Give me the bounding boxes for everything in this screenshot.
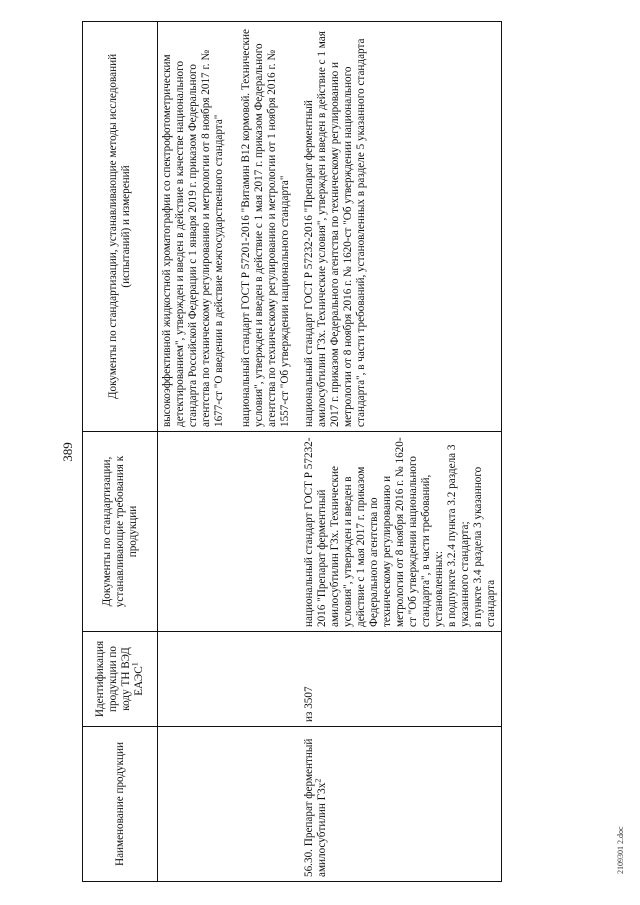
cell-requirements xyxy=(158,432,296,632)
cell-methods: национальный стандарт ГОСТ Р 57232-2016 "Препарат ферментный амилосубтилин Г3х. Технические условия", утвержден и введен в действие с 1 мая 2017 г. приказом Федерального агентства по техническому регулированию и метрологии от 8 ноября 2016 г. № 1620-ст "Об утверждении национального стандарта", в части требований, установленных в разделе 5 указанного стандарта xyxy=(295,21,502,431)
header-product-name: Наименование продукции xyxy=(83,727,158,882)
table-row xyxy=(158,21,296,881)
cell-requirements: национальный стандарт ГОСТ Р 57232-2016 "Препарат ферментный амилосубтилин Г3х. Технические условия", утвержден и введен в действие с 1 мая 2017 г. приказом Федерального агентства по техническому регулированию и метрологии от 8 ноября 2016 г. № 1620-ст "Об утверждении национального стандарта", в части требований, установленных: в подпункте 3.2.4 пункта 3.2 раздела 3 указанного стандарта; в пункте 3.4 раздела 3 указанного стандарта xyxy=(295,432,502,632)
methods-paragraph: национальный стандарт ГОСТ Р 57201-2016 "Витамин B12 кормовой. Технические условия", утвержден и введен в действие с 1 мая 2017 г. приказом Федерального агентства по техническому регулированию и метрологии от 1 ноября 2016 г. № 1557-ст "Об утверждении национального стандарта" xyxy=(240,29,291,427)
page-number: 389 xyxy=(60,442,75,462)
header-code: Идентификация продукции по коду ТН ВЭД ЕАЭС$^1$ xyxy=(83,632,158,727)
cell-name xyxy=(158,727,296,882)
methods-paragraph: высокоэффективной жидкостной хроматографии со спектрофотометрическим детектированием", утвержден и введен в действие в качестве национального стандарта Российской Федерации с 1 января 2019 г. приказом Федерального агентства по техническому регулированию и метрологии от 8 ноября 2017 г. № 1677-ст "О введении в действие межгосударственного стандарта" xyxy=(161,49,225,427)
table-header-row xyxy=(83,21,158,881)
table-row xyxy=(295,21,502,881)
header-methods: Документы по стандартизации, устанавливающие методы исследований (испытаний) и измерений xyxy=(83,21,158,431)
cell-code: из 3507 xyxy=(295,632,502,727)
rotated-page xyxy=(56,22,625,882)
cell-code xyxy=(158,632,296,727)
cell-methods xyxy=(158,21,296,431)
header-requirements: Документы по стандартизации, устанавливающие требования к продукции xyxy=(83,432,158,632)
cell-name: 56.30. Препарат ферментный амилосубтилин $Г3х^2$ xyxy=(295,727,502,882)
footer-filename: 2109301 2.doc xyxy=(616,826,625,874)
regulation-table xyxy=(82,21,502,882)
